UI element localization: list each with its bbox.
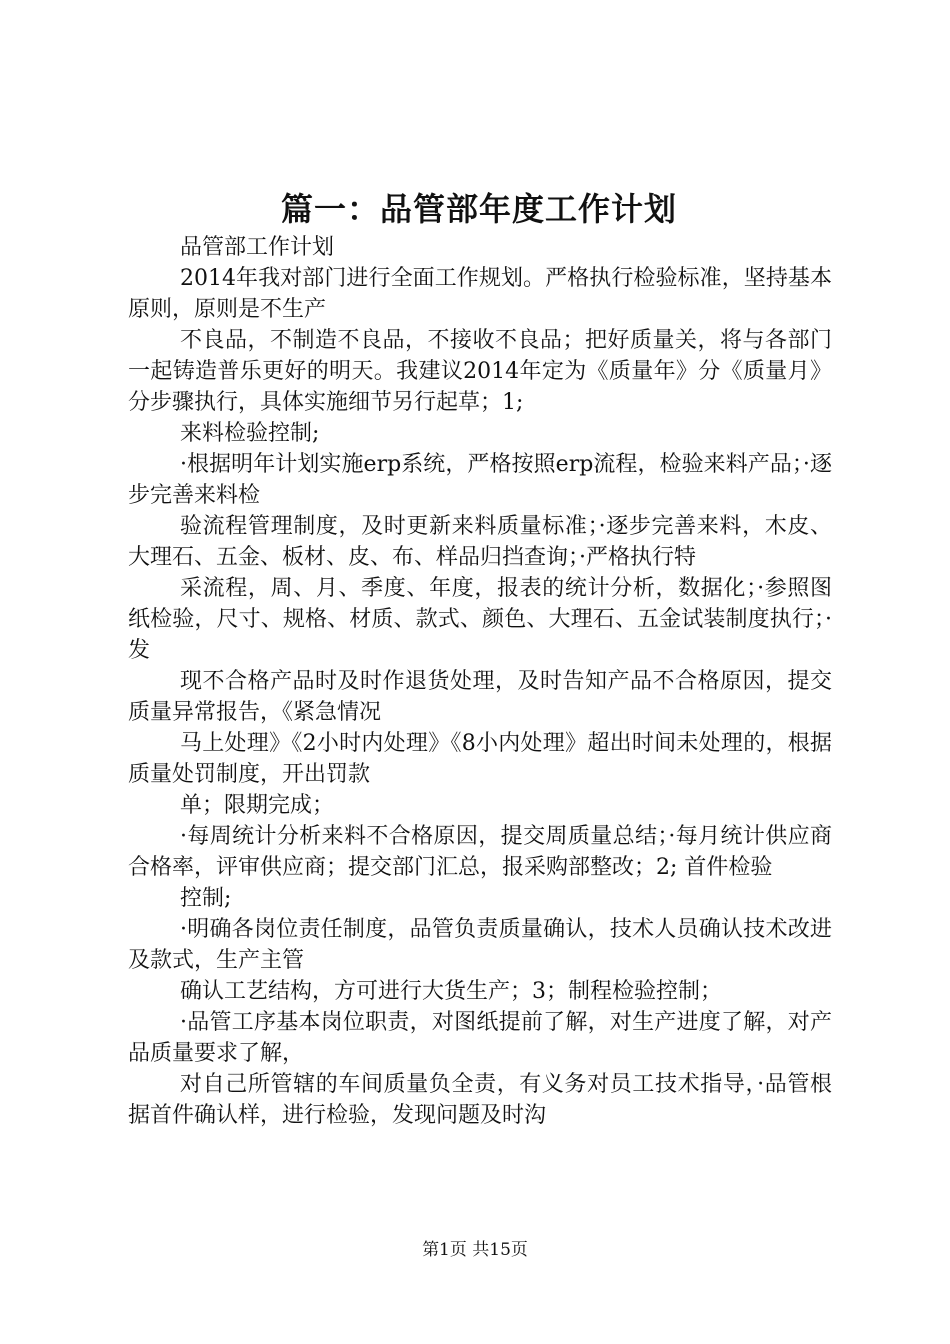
paragraph: 控制; xyxy=(180,886,232,911)
document-body xyxy=(128,232,832,1131)
document-title: 篇一：品管部年度工作计划 xyxy=(280,190,677,228)
paragraph: 来料检验控制; xyxy=(180,421,320,446)
paragraph: 验流程管理制度，及时更新来料质量标准；·逐步完善来料，木皮、大理石、五金、板材、皮、布、样品归挡查询；·严格执行特 xyxy=(128,514,832,570)
paragraph: ·根据明年计划实施erp系统，严格按照erp流程，检验来料产品；·逐步完善来料检 xyxy=(128,452,832,508)
paragraph: 品管部工作计划 xyxy=(180,235,335,260)
paragraph: 马上处理》《2小时内处理》《8小内处理》超出时间未处理的，根据质量处罚制度，开出罚款 xyxy=(128,731,832,787)
paragraph: 现不合格产品时及时作退货处理，及时告知产品不合格原因，提交质量异常报告，《紧急情况 xyxy=(128,669,832,725)
paragraph: 确认工艺结构，方可进行大货生产；3；制程检验控制； xyxy=(180,979,722,1004)
paragraph: ·品管工序基本岗位职责，对图纸提前了解，对生产进度了解，对产品质量要求了解， xyxy=(128,1010,832,1066)
paragraph: 2014年我对部门进行全面工作规划。严格执行检验标准，坚持基本原则，原则是不生产 xyxy=(128,266,832,322)
paragraph: 采流程，周、月、季度、年度，报表的统计分析，数据化；·参照图纸检验，尺寸、规格、材质、款式、颜色、大理石、五金试装制度执行；·发 xyxy=(128,576,832,663)
page-number-footer: 第1页 共15页 xyxy=(422,1240,528,1260)
paragraph: ·明确各岗位责任制度，品管负责质量确认，技术人员确认技术改进及款式，生产主管 xyxy=(128,917,832,973)
paragraph: 单；限期完成； xyxy=(180,793,335,818)
paragraph: ·每周统计分析来料不合格原因，提交周质量总结；·每月统计供应商合格率，评审供应商；提交部门汇总，报采购部整改；2; 首件检验 xyxy=(128,824,832,880)
paragraph: 不良品，不制造不良品，不接收不良品；把好质量关，将与各部门一起铸造普乐更好的明天。我建议2014年定为《质量年》分《质量月》分步骤执行，具体实施细节另行起草；1; xyxy=(128,328,832,415)
paragraph: 对自己所管辖的车间质量负全责，有义务对员工技术指导，·品管根据首件确认样，进行检验，发现问题及时沟 xyxy=(128,1072,832,1128)
